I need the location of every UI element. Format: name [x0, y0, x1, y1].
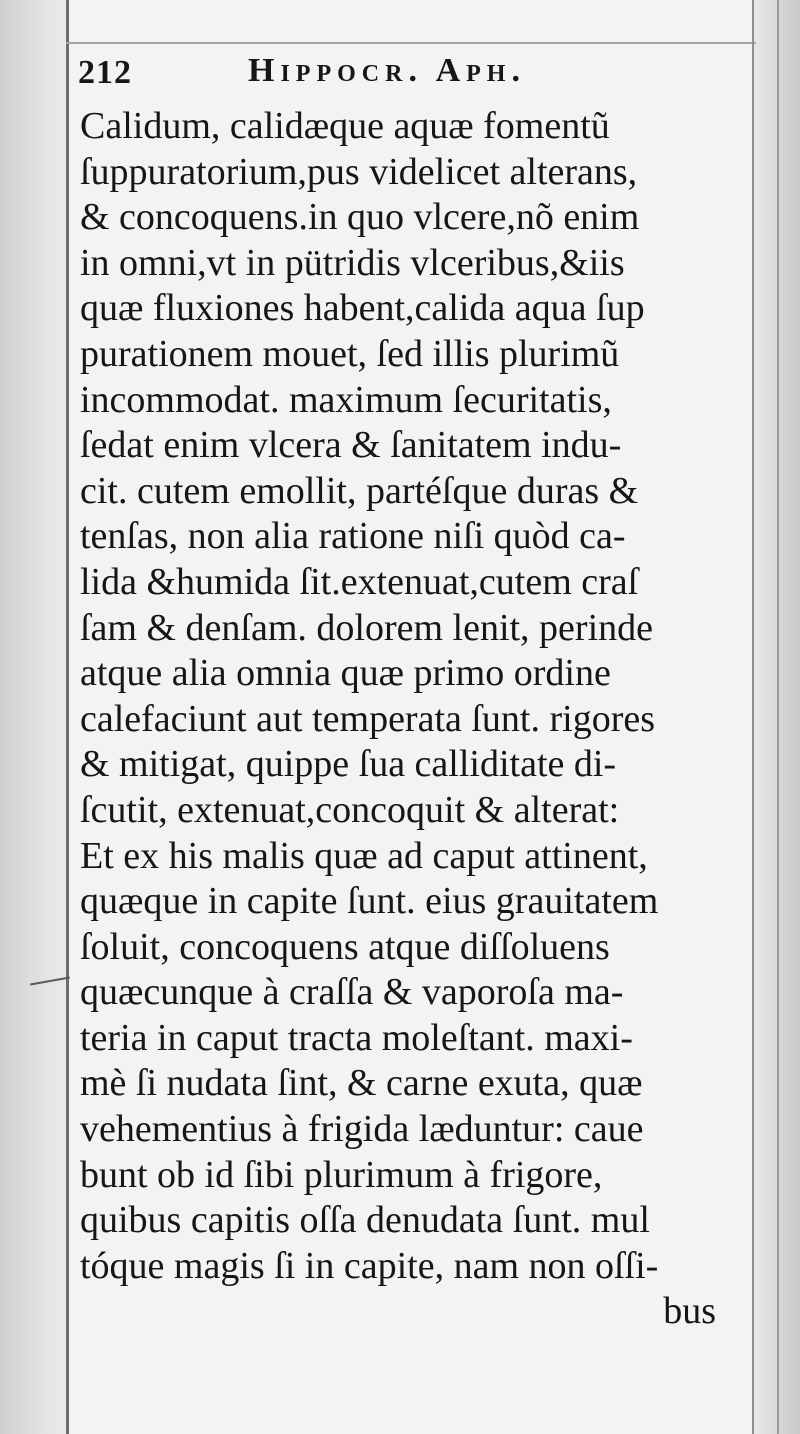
page-header	[78, 50, 738, 100]
text-line: lida &humida ſit.extenuat,cutem craſ	[80, 560, 639, 603]
top-ruled-line	[66, 42, 756, 44]
text-line: atque alia omnia quæ primo ordine	[80, 652, 611, 695]
text-line: quæque in capite ſunt. eius grauitatem	[80, 880, 659, 923]
text-line: bunt ob id ſibi plurimum à frigore,	[80, 1153, 603, 1196]
left-gutter	[0, 0, 70, 1434]
text-line: tóque magis ſi in capite, nam non oſſi-	[80, 1244, 659, 1287]
text-line: tenſas, non alia ratione niſi quòd ca-	[80, 515, 626, 558]
text-line: cit. cutem emollit, partéſque duras &	[80, 469, 639, 512]
text-line: & mitigat, quippe ſua calliditate di-	[80, 743, 617, 786]
text-line: vehementius à frigida læduntur: caue	[80, 1108, 644, 1151]
text-line: ſedat enim vlcera & ſanitatem indu-	[80, 424, 622, 467]
text-line: incommodat. maximum ſecuritatis,	[80, 378, 612, 421]
left-page-edge	[66, 0, 69, 1434]
right-ruled-line	[752, 0, 754, 1434]
right-page-edge	[777, 0, 779, 1434]
text-line: quibus capitis oſſa denudata ſunt. mul	[80, 1199, 650, 1242]
text-line: mè ſi nudata ſint, & carne exuta, quæ	[80, 1062, 643, 1105]
text-line: purationem mouet, ſed illis plurimũ	[80, 332, 620, 375]
text-line: ſoluit, concoquens atque diſſoluens	[80, 925, 610, 968]
text-line: quæcunque à craſſa & vaporoſa ma-	[80, 971, 624, 1014]
page-number: 212	[78, 54, 132, 91]
running-head: Hippocr. Aph.	[248, 52, 526, 89]
text-line: in omni,vt in pütridis vlceribus,&iis	[80, 241, 625, 284]
text-line: teria in caput tracta moleſtant. maxi-	[80, 1016, 633, 1059]
text-line: ſcutit, extenuat,concoquit & alterat:	[80, 788, 620, 831]
text-line: ſuppuratorium,pus videlicet alterans,	[80, 150, 638, 193]
text-line: ſam & denſam. dolorem lenit, perinde	[80, 606, 654, 649]
text-line: Et ex his malis quæ ad caput attinent,	[80, 834, 648, 877]
text-line: & concoquens.in quo vlcere,nõ enim	[80, 196, 640, 239]
text-block	[80, 104, 740, 1335]
text-line: Calidum, calidæque aquæ fomentũ	[80, 105, 610, 147]
text-line: calefaciunt aut temperata ſunt. rigores	[80, 697, 656, 740]
catchword: bus	[663, 1290, 716, 1333]
text-line: quæ fluxiones habent,calida aqua ſup	[80, 287, 645, 330]
